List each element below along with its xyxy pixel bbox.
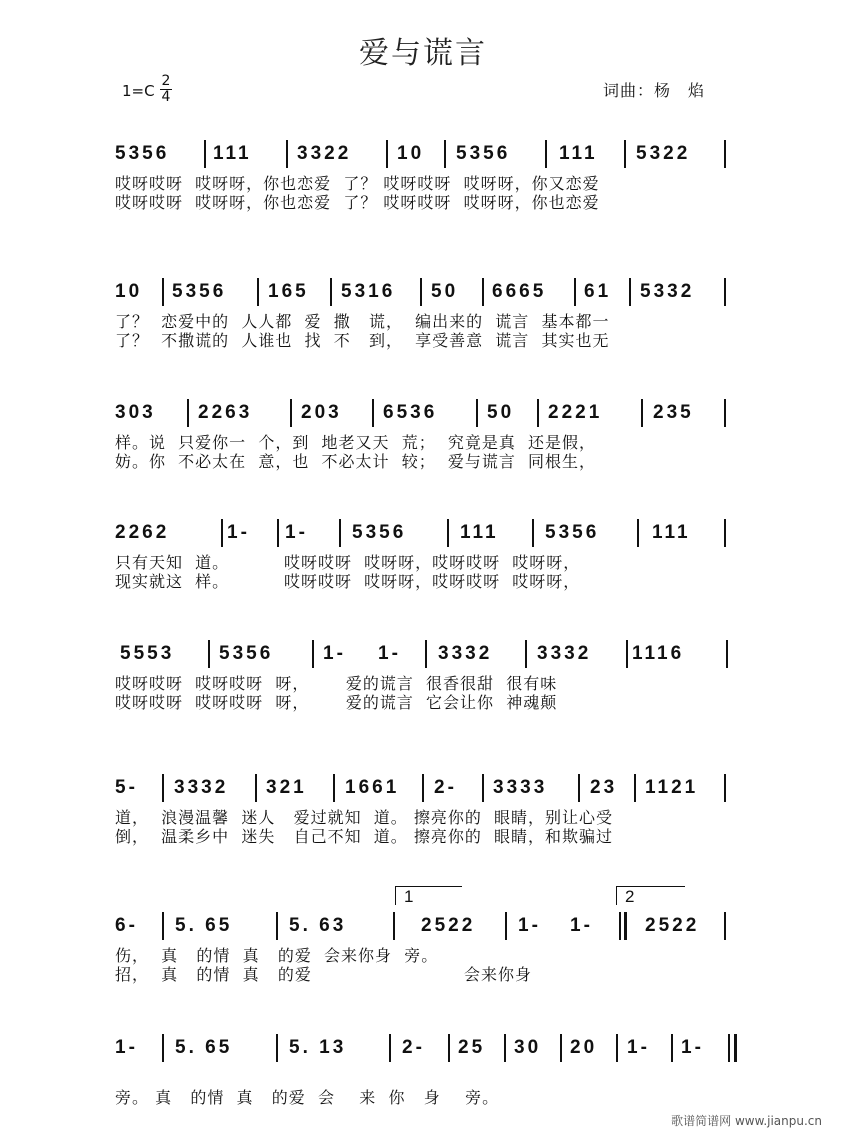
barline <box>276 1034 278 1062</box>
lyrics-verse-2: 现实就这 样。 哎呀哎呀 哎呀呀，哎呀哎呀 哎呀呀， <box>115 572 581 591</box>
measure: 1- <box>115 1037 138 1058</box>
measure: 303 <box>115 402 156 423</box>
barline <box>724 774 726 802</box>
measure: 1- <box>323 643 346 664</box>
measure: 23 <box>590 777 618 798</box>
measure: 1- <box>518 915 541 936</box>
measure: 5553 <box>120 643 175 664</box>
lyrics-verse-1: 样。说 只爱你一 个，到 地老又天 荒； 究竟是真 还是假， <box>115 433 597 452</box>
barline <box>393 912 395 940</box>
barline <box>276 912 278 940</box>
barline <box>389 1034 391 1062</box>
measure: 25 <box>458 1037 486 1058</box>
barline <box>482 278 484 306</box>
barline <box>532 519 534 547</box>
measure: 1661 <box>345 777 400 798</box>
measure: 3333 <box>493 777 548 798</box>
lyrics-verse-2: 哎呀哎呀 哎呀哎呀 呀， 爱的谎言 它会让你 神魂颠 <box>115 693 558 712</box>
measure: 1- <box>227 522 250 543</box>
barline <box>425 640 427 668</box>
barline <box>372 399 374 427</box>
barline <box>330 278 332 306</box>
barline <box>162 774 164 802</box>
time-sig-bottom: 4 <box>161 89 171 105</box>
barline <box>624 140 626 168</box>
barline <box>574 278 576 306</box>
key-label: 1=C <box>122 82 155 100</box>
song-title: 爱与谎言 <box>359 36 487 71</box>
barline <box>204 140 206 168</box>
lyrics-verse-1: 只有天知 道。 哎呀哎呀 哎呀呀，哎呀哎呀 哎呀呀， <box>115 553 581 572</box>
measure: 2263 <box>198 402 253 423</box>
repeat-barline <box>619 912 621 940</box>
measure: 111 <box>213 143 252 164</box>
barline <box>637 519 639 547</box>
measure: 3332 <box>537 643 592 664</box>
barline <box>386 140 388 168</box>
barline <box>255 774 257 802</box>
barline <box>629 278 631 306</box>
barline <box>290 399 292 427</box>
barline <box>162 278 164 306</box>
measure: 1121 <box>645 777 699 798</box>
measure: 111 <box>652 522 691 543</box>
barline <box>448 1034 450 1062</box>
time-sig-top: 2 <box>161 73 171 89</box>
measure: 5332 <box>640 281 695 302</box>
barline <box>504 1034 506 1062</box>
barline <box>671 1034 673 1062</box>
barline <box>525 640 527 668</box>
measure: 3322 <box>297 143 352 164</box>
measure: 2- <box>434 777 457 798</box>
barline <box>339 519 341 547</box>
barline <box>724 399 726 427</box>
repeat-barline-thick <box>624 912 627 940</box>
volta-1: 1 <box>395 886 462 905</box>
measure: 2- <box>402 1037 425 1058</box>
measure: 111 <box>460 522 499 543</box>
measure: 5. 65 <box>175 1037 233 1058</box>
measure: 111 <box>559 143 598 164</box>
barline <box>505 912 507 940</box>
barline <box>724 519 726 547</box>
measure: 3332 <box>174 777 229 798</box>
lyrics-verse-2: 哎呀哎呀 哎呀呀，你也恋爱 了？ 哎呀哎呀 哎呀呀，你也恋爱 <box>115 193 600 212</box>
measure: 2221 <box>548 402 603 423</box>
measure: 10 <box>115 281 143 302</box>
lyrics-verse-1: 了？ 恋爱中的 人人都 爱 撒 谎， 编出来的 谎言 基本都一 <box>115 312 610 331</box>
staff-row-7 <box>0 912 846 1012</box>
staff-row-6 <box>0 774 846 874</box>
measure: 5. 13 <box>289 1037 347 1058</box>
measure: 1- <box>570 915 593 936</box>
measure: 6665 <box>492 281 547 302</box>
measure: 5322 <box>636 143 691 164</box>
lyrics-verse-2: 倒， 温柔乡中 迷失 自己不知 道。 擦亮你的 眼睛，和欺骗过 <box>115 827 614 846</box>
measure: 5. 65 <box>175 915 233 936</box>
barline <box>626 640 628 668</box>
measure: 5. 63 <box>289 915 347 936</box>
barline <box>476 399 478 427</box>
barline <box>641 399 643 427</box>
barline <box>578 774 580 802</box>
measure: 321 <box>266 777 307 798</box>
lyrics-verse-1: 哎呀哎呀 哎呀呀，你也恋爱 了？ 哎呀哎呀 哎呀呀，你又恋爱 <box>115 174 600 193</box>
barline <box>277 519 279 547</box>
measure: 235 <box>653 402 694 423</box>
measure: 1- <box>627 1037 650 1058</box>
measure: 2522 <box>645 915 700 936</box>
measure: 50 <box>431 281 459 302</box>
measure: 5356 <box>545 522 600 543</box>
measure: 2262 <box>115 522 170 543</box>
measure: 50 <box>487 402 515 423</box>
measure: 5356 <box>352 522 407 543</box>
lyrics-verse-1: 伤， 真 的情 真 的爱 会来你身 旁。 <box>115 946 439 965</box>
measure: 20 <box>570 1037 598 1058</box>
barline <box>634 774 636 802</box>
lyrics-verse-1: 哎呀哎呀 哎呀哎呀 呀， 爱的谎言 很香很甜 很有味 <box>115 674 558 693</box>
barline <box>162 912 164 940</box>
barline <box>286 140 288 168</box>
barline <box>724 912 726 940</box>
measure: 203 <box>301 402 342 423</box>
final-barline <box>728 1034 730 1062</box>
measure: 5356 <box>115 143 170 164</box>
barline <box>726 640 728 668</box>
key-signature <box>122 73 171 105</box>
final-barline-thick <box>734 1034 737 1062</box>
barline <box>312 640 314 668</box>
measure: 5356 <box>456 143 511 164</box>
barline <box>257 278 259 306</box>
barline <box>444 140 446 168</box>
measure: 10 <box>397 143 425 164</box>
lyrics-verse-2: 妨。你 不必太在 意，也 不必太计 较； 爱与谎言 同根生， <box>115 452 597 471</box>
barline <box>560 1034 562 1062</box>
barline <box>187 399 189 427</box>
barline <box>420 278 422 306</box>
measure: 30 <box>514 1037 542 1058</box>
barline <box>422 774 424 802</box>
barline <box>208 640 210 668</box>
staff-row-5 <box>0 640 846 740</box>
measure: 1- <box>378 643 401 664</box>
barline <box>482 774 484 802</box>
measure: 5356 <box>219 643 274 664</box>
staff-row-4 <box>0 519 846 619</box>
measure: 6- <box>115 915 138 936</box>
measure: 165 <box>268 281 309 302</box>
lyrics-verse-1: 道， 浪漫温馨 迷人 爱过就知 道。 擦亮你的 眼睛，别让心受 <box>115 808 614 827</box>
lyrics-verse-1: 旁。 真 的情 真 的爱 会 来 你 身 旁。 <box>115 1088 500 1107</box>
barline <box>537 399 539 427</box>
barline <box>162 1034 164 1062</box>
barline <box>447 519 449 547</box>
watermark: 歌谱简谱网 www.jianpu.cn <box>671 1114 822 1128</box>
measure: 3332 <box>438 643 493 664</box>
measure: 2522 <box>421 915 476 936</box>
barline <box>724 278 726 306</box>
barline <box>333 774 335 802</box>
lyrics-verse-2: 了？ 不撒谎的 人谁也 找 不 到， 享受善意 谎言 其实也无 <box>115 331 610 350</box>
measure: 5356 <box>172 281 227 302</box>
measure: 1- <box>285 522 308 543</box>
measure: 6536 <box>383 402 438 423</box>
measure: 5- <box>115 777 138 798</box>
barline <box>545 140 547 168</box>
staff-row-3 <box>0 399 846 499</box>
measure: 5316 <box>341 281 396 302</box>
barline <box>616 1034 618 1062</box>
measure: 61 <box>584 281 612 302</box>
credit: 词曲：杨 焰 <box>603 81 706 100</box>
staff-row-2 <box>0 278 846 378</box>
volta-2: 2 <box>616 886 685 905</box>
barline <box>724 140 726 168</box>
staff-row-1 <box>0 140 846 240</box>
measure: 1116 <box>632 643 685 664</box>
barline <box>221 519 223 547</box>
time-signature <box>160 74 172 105</box>
measure: 1- <box>681 1037 704 1058</box>
lyrics-verse-2: 招， 真 的情 真 的爱 会来你身 <box>115 965 533 984</box>
